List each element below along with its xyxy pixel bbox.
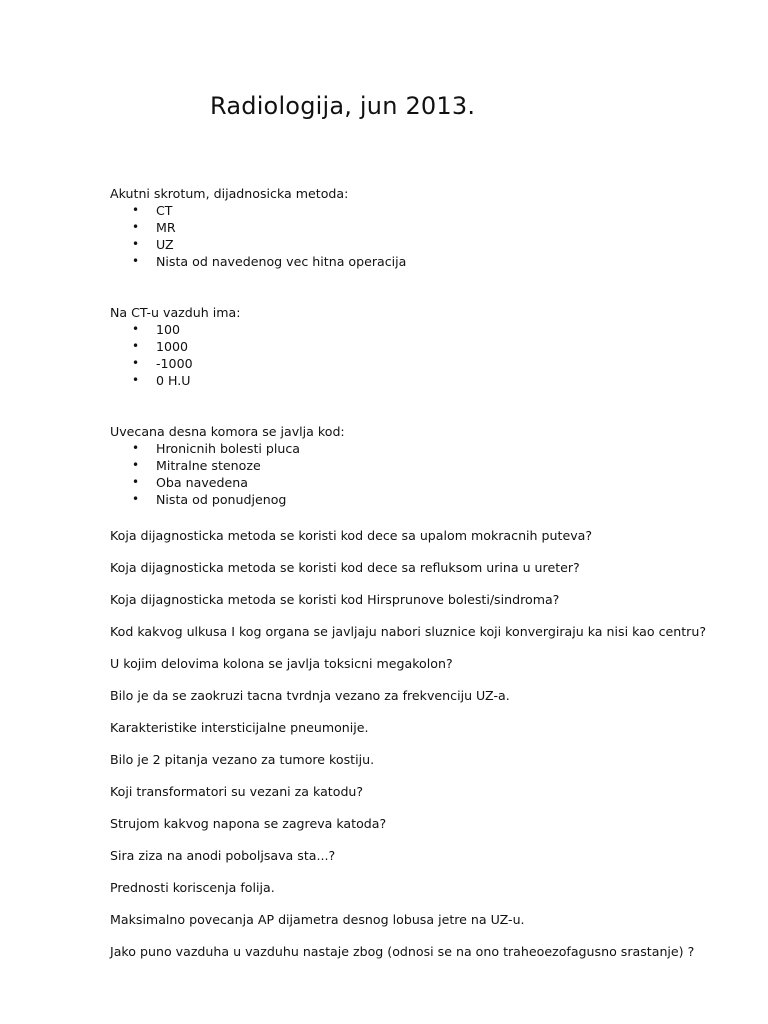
option-item bbox=[110, 457, 710, 474]
option-text: Mitralne stenoze bbox=[156, 458, 261, 473]
bullet-icon: • bbox=[132, 339, 140, 353]
open-question: Kod kakvog ulkusa I kog organa se javljaju nabori sluznice koji konvergiraju ka nisi kao centru? bbox=[110, 624, 707, 639]
bullet-icon: • bbox=[132, 373, 140, 387]
spacer bbox=[110, 608, 710, 623]
bullet-icon: • bbox=[132, 458, 140, 472]
bullet-icon: • bbox=[132, 356, 140, 370]
option-item bbox=[110, 202, 710, 219]
question-text: Na CT-u vazduh ima: bbox=[110, 305, 241, 320]
option-text: Nista od ponudjenog bbox=[156, 492, 287, 507]
option-item bbox=[110, 321, 710, 338]
spacer bbox=[110, 864, 710, 879]
spacer bbox=[110, 704, 710, 719]
open-question: U kojim delovima kolona se javlja toksicni megakolon? bbox=[110, 656, 453, 671]
option-text: 100 bbox=[156, 322, 181, 337]
option-text: 0 H.U bbox=[156, 373, 191, 388]
option-item bbox=[110, 338, 710, 355]
question-block bbox=[110, 304, 710, 389]
bullet-icon: • bbox=[132, 492, 140, 506]
spacer bbox=[110, 800, 710, 815]
bullet-icon: • bbox=[132, 254, 140, 268]
spacer bbox=[110, 640, 710, 655]
option-item bbox=[110, 219, 710, 236]
spacer bbox=[110, 832, 710, 847]
spacer bbox=[110, 672, 710, 687]
option-text: UZ bbox=[156, 237, 174, 252]
option-text: CT bbox=[156, 203, 173, 218]
bullet-icon: • bbox=[132, 237, 140, 251]
spacer bbox=[110, 544, 710, 559]
spacer bbox=[110, 270, 710, 304]
spacer bbox=[110, 896, 710, 911]
open-question: Jako puno vazduha u vazduhu nastaje zbog (odnosi se na ono traheoezofagusno srastanje) ? bbox=[110, 944, 695, 959]
open-question: Bilo je da se zaokruzi tacna tvrdnja vezano za frekvenciju UZ-a. bbox=[110, 688, 510, 703]
option-list bbox=[110, 440, 710, 508]
open-question: Strujom kakvog napona se zagreva katoda? bbox=[110, 816, 387, 831]
spacer bbox=[110, 928, 710, 943]
option-text: Oba navedena bbox=[156, 475, 248, 490]
spacer bbox=[110, 389, 710, 423]
document-body bbox=[110, 185, 710, 960]
question-block bbox=[110, 423, 710, 508]
open-question: Maksimalno povecanja AP dijametra desnog lobusa jetre na UZ-u. bbox=[110, 912, 525, 927]
question-block bbox=[110, 185, 710, 270]
open-question: Koja dijagnosticka metoda se koristi kod dece sa refluksom urina u ureter? bbox=[110, 560, 580, 575]
open-question: Karakteristike intersticijalne pneumonije. bbox=[110, 720, 369, 735]
question-text: Akutni skrotum, dijadnosicka metoda: bbox=[110, 186, 349, 201]
bullet-icon: • bbox=[132, 322, 140, 336]
option-text: Hronicnih bolesti pluca bbox=[156, 441, 301, 456]
spacer bbox=[110, 768, 710, 783]
option-item bbox=[110, 491, 710, 508]
spacer bbox=[110, 508, 710, 527]
open-question: Prednosti koriscenja folija. bbox=[110, 880, 275, 895]
open-question: Bilo je 2 pitanja vezano za tumore kostiju. bbox=[110, 752, 375, 767]
option-item bbox=[110, 474, 710, 491]
question-text: Uvecana desna komora se javlja kod: bbox=[110, 424, 345, 439]
option-item bbox=[110, 253, 710, 270]
open-question: Koja dijagnosticka metoda se koristi kod Hirsprunove bolesti/sindroma? bbox=[110, 592, 560, 607]
option-list bbox=[110, 202, 710, 270]
option-text: MR bbox=[156, 220, 176, 235]
option-text: Nista od navedenog vec hitna operacija bbox=[156, 254, 407, 269]
bullet-icon: • bbox=[132, 441, 140, 455]
option-text: 1000 bbox=[156, 339, 189, 354]
spacer bbox=[110, 736, 710, 751]
page-title: Radiologija, jun 2013. bbox=[210, 92, 476, 120]
option-item bbox=[110, 236, 710, 253]
open-question: Sira ziza na anodi poboljsava sta...? bbox=[110, 848, 336, 863]
option-list bbox=[110, 321, 710, 389]
spacer bbox=[110, 576, 710, 591]
bullet-icon: • bbox=[132, 220, 140, 234]
open-question: Koja dijagnosticka metoda se koristi kod dece sa upalom mokracnih puteva? bbox=[110, 528, 593, 543]
option-text: -1000 bbox=[156, 356, 193, 371]
option-item bbox=[110, 372, 710, 389]
option-item bbox=[110, 355, 710, 372]
option-item bbox=[110, 440, 710, 457]
bullet-icon: • bbox=[132, 203, 140, 217]
bullet-icon: • bbox=[132, 475, 140, 489]
open-question: Koji transformatori su vezani za katodu? bbox=[110, 784, 364, 799]
